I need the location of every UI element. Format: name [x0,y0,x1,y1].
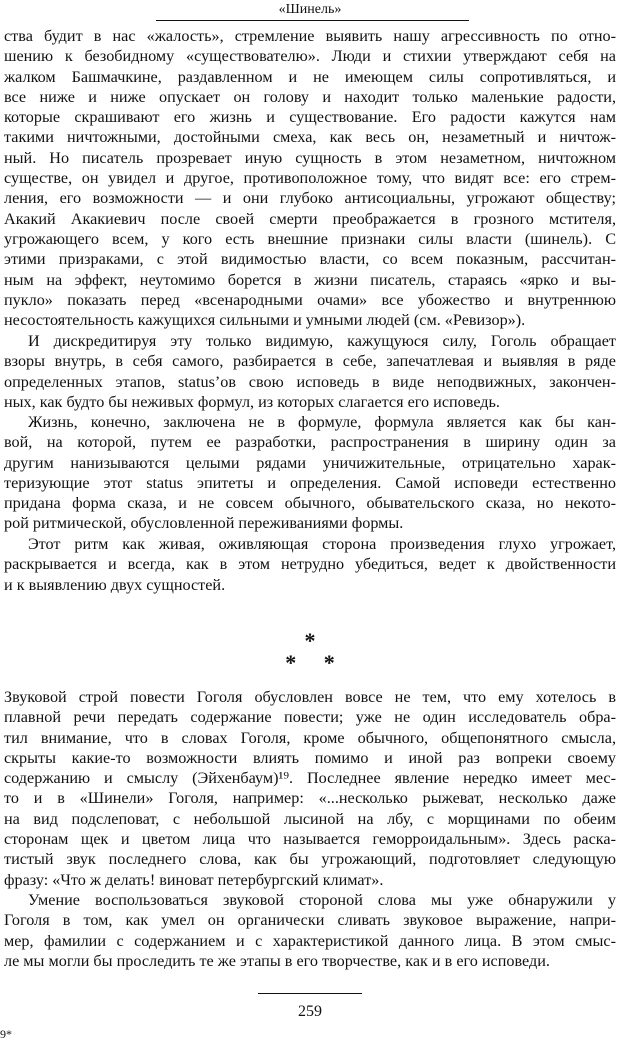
text-line: ным на эффект, неутомимо борется в жизни писатель, стараясь «ярко и вы- [4,270,616,289]
text-line: плавной речи передать содержание повести; уже не один исследователь обра- [4,708,616,727]
text-line: тистый звук последнего слова, как бы угрожающий, подготовляет следующую [4,850,616,869]
text-line: угрожающего всем, у кого есть внешние признаки силы власти (шинель). С [4,229,616,248]
paragraph-1 [4,26,616,330]
text-line: которые скрашивают его жизнь и существование. Его радости кажутся нам [4,108,616,127]
signature-mark: 9* [0,1027,12,1041]
text-line: Умение воспользоваться звуковой стороной слова мы уже обнаружили у [28,891,616,909]
text-line: то и в «Шинели» Гоголя, например: «...несколько рыжеват, несколько даже [4,789,616,808]
text-line: на вид подслеповат, с небольшой лысиной на лбу, с морщинами по обеим [4,809,616,828]
header-rule [156,20,469,21]
page-number: 259 [298,1003,322,1020]
text-line: теризующие этот status эпитеты и определения. Самой исповеди естественно [4,473,616,492]
text-line: скрыты какие-то возможности влиять помимо и иной раз вопреки своему [4,748,616,767]
text-line: ления, его возможности — и они глубоко антисоциальны, угрожают обществу; [4,189,616,208]
text-line: сторонам щек и цветом лица что называется геморроидальным». Здесь раска- [4,830,616,849]
text-line: и к выявлению двух сущностей. [4,575,226,594]
text-line: жалком Башмачкине, раздавленном и не имеющем силы сопротивляться, и [4,67,616,86]
text-line: тил внимание, что в словах Гоголя, кроме обычного, общепонятного смысла, [4,728,616,747]
text-line: Звуковой строй повести Гоголя обусловлен вовсе не тем, что ему хотелось в [4,688,616,706]
text-line: ных, как будто бы неживых формул, из которых слагается его исповедь. [4,392,500,411]
text-line: существе, он увидел и другое, противоположное тому, что видят все: его стрем- [4,169,616,188]
text-line: содержанию и смыслу (Эйхенбаум)¹⁹. Последнее явление нередко имеет мес- [4,769,616,788]
text-line: придана форма сказа, и не совсем обычного, обывательского сказа, но некото- [4,494,616,513]
text-line: другим нанизываются целыми рядами уничижительные, отрицательно харак- [4,453,616,472]
paragraph-4 [4,534,616,595]
section-break-top: * [304,628,316,653]
section-break-bottom: * * [285,650,335,675]
footer-rule [258,993,362,994]
text-line: этими призраками, с этой видимостью власти, со всем показным, рассчитан- [4,250,616,269]
text-line: рой ритмической, обусловленной переживаниями формы. [4,514,404,533]
text-line: все ниже и ниже опускает он голову и находит только маленькие радости, [4,87,616,106]
text-line: Гоголя в том, как умел он органически сливать звуковое выражение, напри- [4,911,616,930]
text-line: И дискредитируя эту только видимую, кажущуюся силу, Гоголь обращает [28,332,616,350]
text-line: раскрывается и всегда, как в этом нетрудно убедиться, ведет к двойственности [4,555,616,574]
text-line: фразу: «Что ж делать! виноват петербургский климат». [4,870,384,889]
text-line: пукло» показать перед «всенародными очами» все убожество и внутреннюю [4,290,616,309]
paragraph-6 [4,890,616,971]
text-line: ства будит в нас «жалость», стремление выявить нашу агрессивность по отно- [4,27,616,45]
paragraph-5 [4,687,616,890]
text-line: Акакий Акакиевич после своей смерти преображается в грозного мстителя, [4,209,616,228]
text-line: Этот ритм как живая, оживляющая сторона произведения глухо угрожает, [28,535,616,553]
running-head: «Шинель» [278,2,342,17]
text-line: мер, фамилии с содержанием и с характеристикой данного лица. В этом смыс- [4,931,616,950]
text-line: определенных этапов, status’ов свою исповедь в виде неподвижных, закончен- [4,372,616,391]
paragraph-3 [4,412,616,534]
text-line: несостоятельность кажущихся сильными и умными людей (см. «Ревизор»). [4,311,526,330]
text-line: взоры внутрь, в себя самого, разбирается в себе, запечатлевая и выявляя в ряде [4,352,616,371]
paragraph-2 [4,331,616,412]
text-line: Жизнь, конечно, заключена не в формуле, формула является как бы кан- [28,413,616,431]
text-line: шению к безобидному «существователю». Люди и стихии утверждают себя на [4,47,616,66]
text-line: ле мы могли бы проследить те же этапы в его творчестве, как и в его исповеди. [4,951,550,970]
text-line: вой, на которой, путем ее разработки, распространения в ширину один за [4,433,616,452]
text-line: ный. Но писатель прозревает иную сущность в этом незаметном, ничтожном [4,148,616,167]
text-line: такими ничтожными, достойными смеха, как весь он, незаметный и ничтож- [4,128,616,147]
